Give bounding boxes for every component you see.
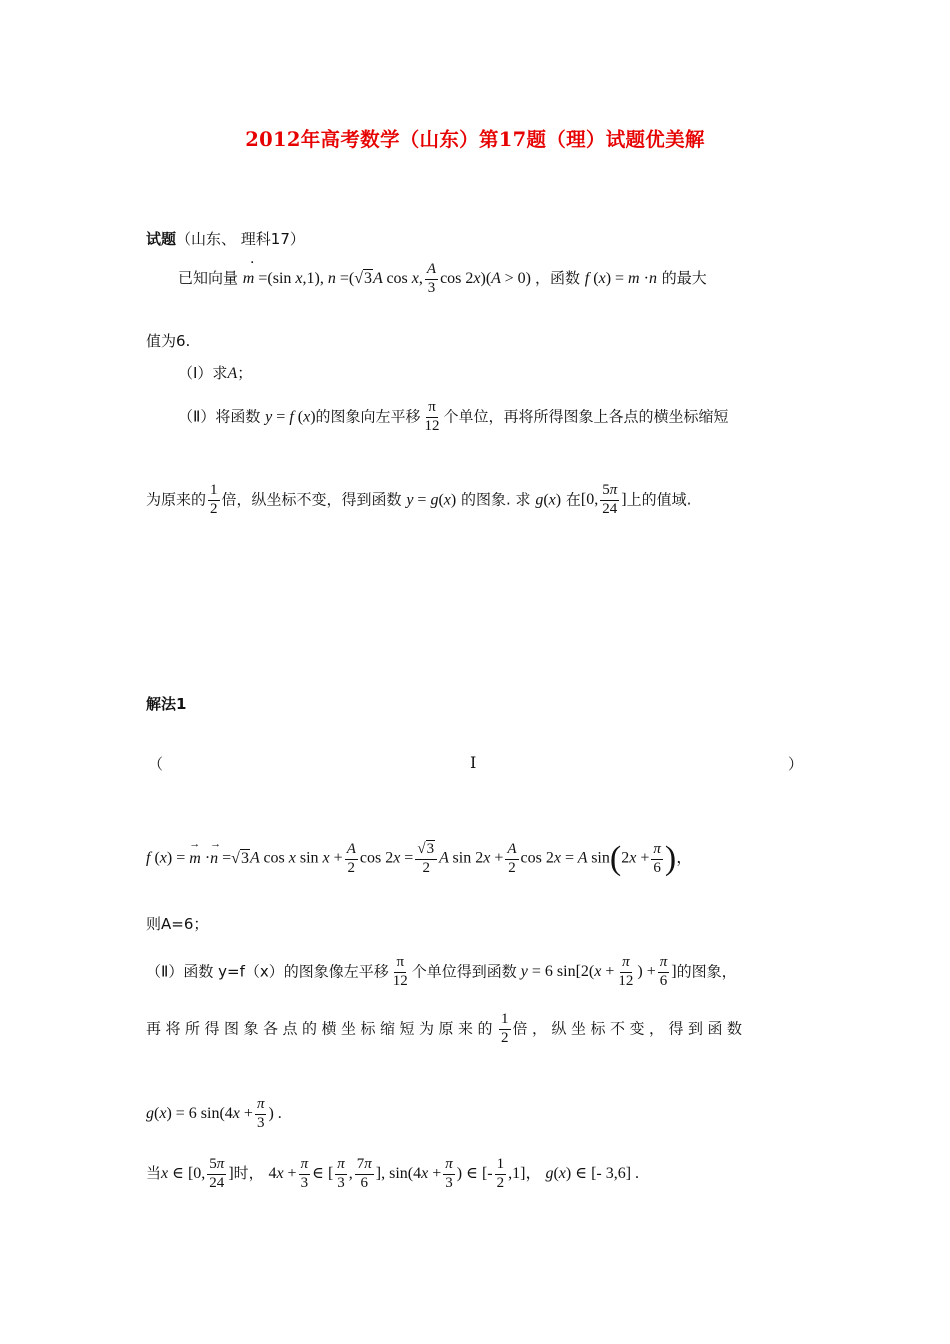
one-half-fraction-2: $\frac{1}{2}$	[501, 1011, 509, 1046]
solution-part2-e: 倍，纵坐标不变，得到函数	[512, 1019, 747, 1038]
problem-intro-prefix: 已知向量	[178, 268, 239, 287]
problem-part2-h: 上的值域.	[626, 490, 692, 509]
solution-part2-b: 个单位得到函数	[411, 962, 517, 981]
problem-line-2: 值为6.	[146, 332, 191, 350]
solution-fx-formula: f (x) = → m ·→ n =√3A cos x sin x + $\frac{A}{2}$ cos 2x = $\frac{√3}{2}$ A sin 2x + $\frac{A}{2}$ cos 2x = A sin(2x + $\frac{\pi}{6}$ )，	[146, 840, 692, 878]
problem-part1-end: ；	[237, 364, 253, 382]
vector-definition-formula: m =(sin x,1), n =(√3A cos x, $\frac{A}{3}$ cos 2x)(A > 0)	[242, 261, 531, 296]
solution-part2-d: 再将所得图象各点的横坐标缩短为原来的	[146, 1019, 498, 1038]
emphasis-dot: ·	[250, 255, 255, 271]
problem-part1-var: A	[227, 365, 238, 382]
problem-part-2-line-1	[178, 400, 729, 435]
problem-part1-label: （Ⅰ）求	[178, 364, 228, 382]
problem-part2-a: （Ⅱ）将函数	[178, 407, 261, 426]
function-definition-formula: f (x) = m ·n	[584, 269, 657, 287]
one-half-fraction: $\frac{1}{2}$	[210, 482, 218, 517]
solution-part2-c: 的图象，	[676, 962, 737, 981]
domain-formula: x ∈ [0, $\frac{5\pi}{24}$ ]	[161, 1156, 234, 1191]
problem-part2-g: 在	[565, 490, 581, 509]
solution-header: 解法1	[146, 695, 187, 713]
problem-part2-b: 的图象向左平移	[315, 407, 421, 426]
solution-part2-a: （Ⅱ）函数 y=f（x）的图象像左平移	[146, 962, 389, 981]
problem-part-1	[178, 362, 252, 383]
problem-intro-mid: ，函数	[535, 268, 581, 287]
interval-formula: [0, $\frac{5\pi}{24}$ ]	[580, 482, 627, 518]
solution-part-2-line-1	[146, 955, 737, 990]
problem-part2-d: 为原来的	[146, 490, 207, 509]
pi-over-12-fraction-2: $\frac{\pi}{12}$	[392, 954, 408, 989]
solution-when: 当	[146, 1163, 162, 1182]
problem-part2-f: 的图象. 求	[461, 490, 531, 509]
shifted-function-formula: y = 6 sin[2(x + $\frac{\pi}{12}$ ) + $\frac{\pi}{6}$ ]	[516, 954, 677, 990]
y-equals-f-formula: y = f (x)	[265, 408, 316, 426]
solution-final-line	[146, 1157, 639, 1192]
solution-then-a	[146, 913, 208, 934]
problem-header-bold: 试题	[146, 230, 177, 248]
problem-intro-suffix: 的最大	[661, 268, 707, 287]
solution-part-2-line-2	[146, 1012, 747, 1047]
problem-part-2-line-2	[146, 483, 691, 518]
solution-part1-open: （	[148, 755, 164, 773]
solution-when-shi: 时，	[233, 1163, 264, 1182]
problem-header	[146, 228, 305, 249]
range-chain-formula: 4x + $\frac{\pi}{3}$ ∈ [ $\frac{\pi}{3}$ , $\frac{7\pi}{6}$ ], sin(4x + $\frac{\pi}{3}$ ) ∈ [- $\frac{1}{2}$ ,1]， g(x) ∈ [- 3,6] .	[268, 1156, 640, 1191]
solution-part1-close: ）	[788, 755, 804, 773]
solution-part1-label: Ⅰ	[470, 753, 477, 772]
g-of-x-formula: g(x)	[535, 491, 562, 509]
problem-part2-c: 个单位，再将所得图象上各点的横坐标缩短	[443, 407, 729, 426]
page-title: 2012年高考数学（山东）第17题（理）试题优美解	[245, 128, 705, 151]
problem-part2-e: 倍，纵坐标不变，得到函数	[221, 490, 402, 509]
g-result-formula: g(x) = 6 sin(4x + $\frac{\pi}{3}$ ) .	[146, 1096, 282, 1131]
y-equals-g-formula: y = g(x)	[406, 491, 457, 509]
problem-header-rest: （山东、 理科17）	[176, 230, 305, 248]
solution-then-a-text: 则A=6；	[146, 915, 209, 933]
pi-over-12-fraction: $\frac{\pi}{12}$	[424, 399, 440, 434]
problem-line-1	[178, 262, 707, 297]
